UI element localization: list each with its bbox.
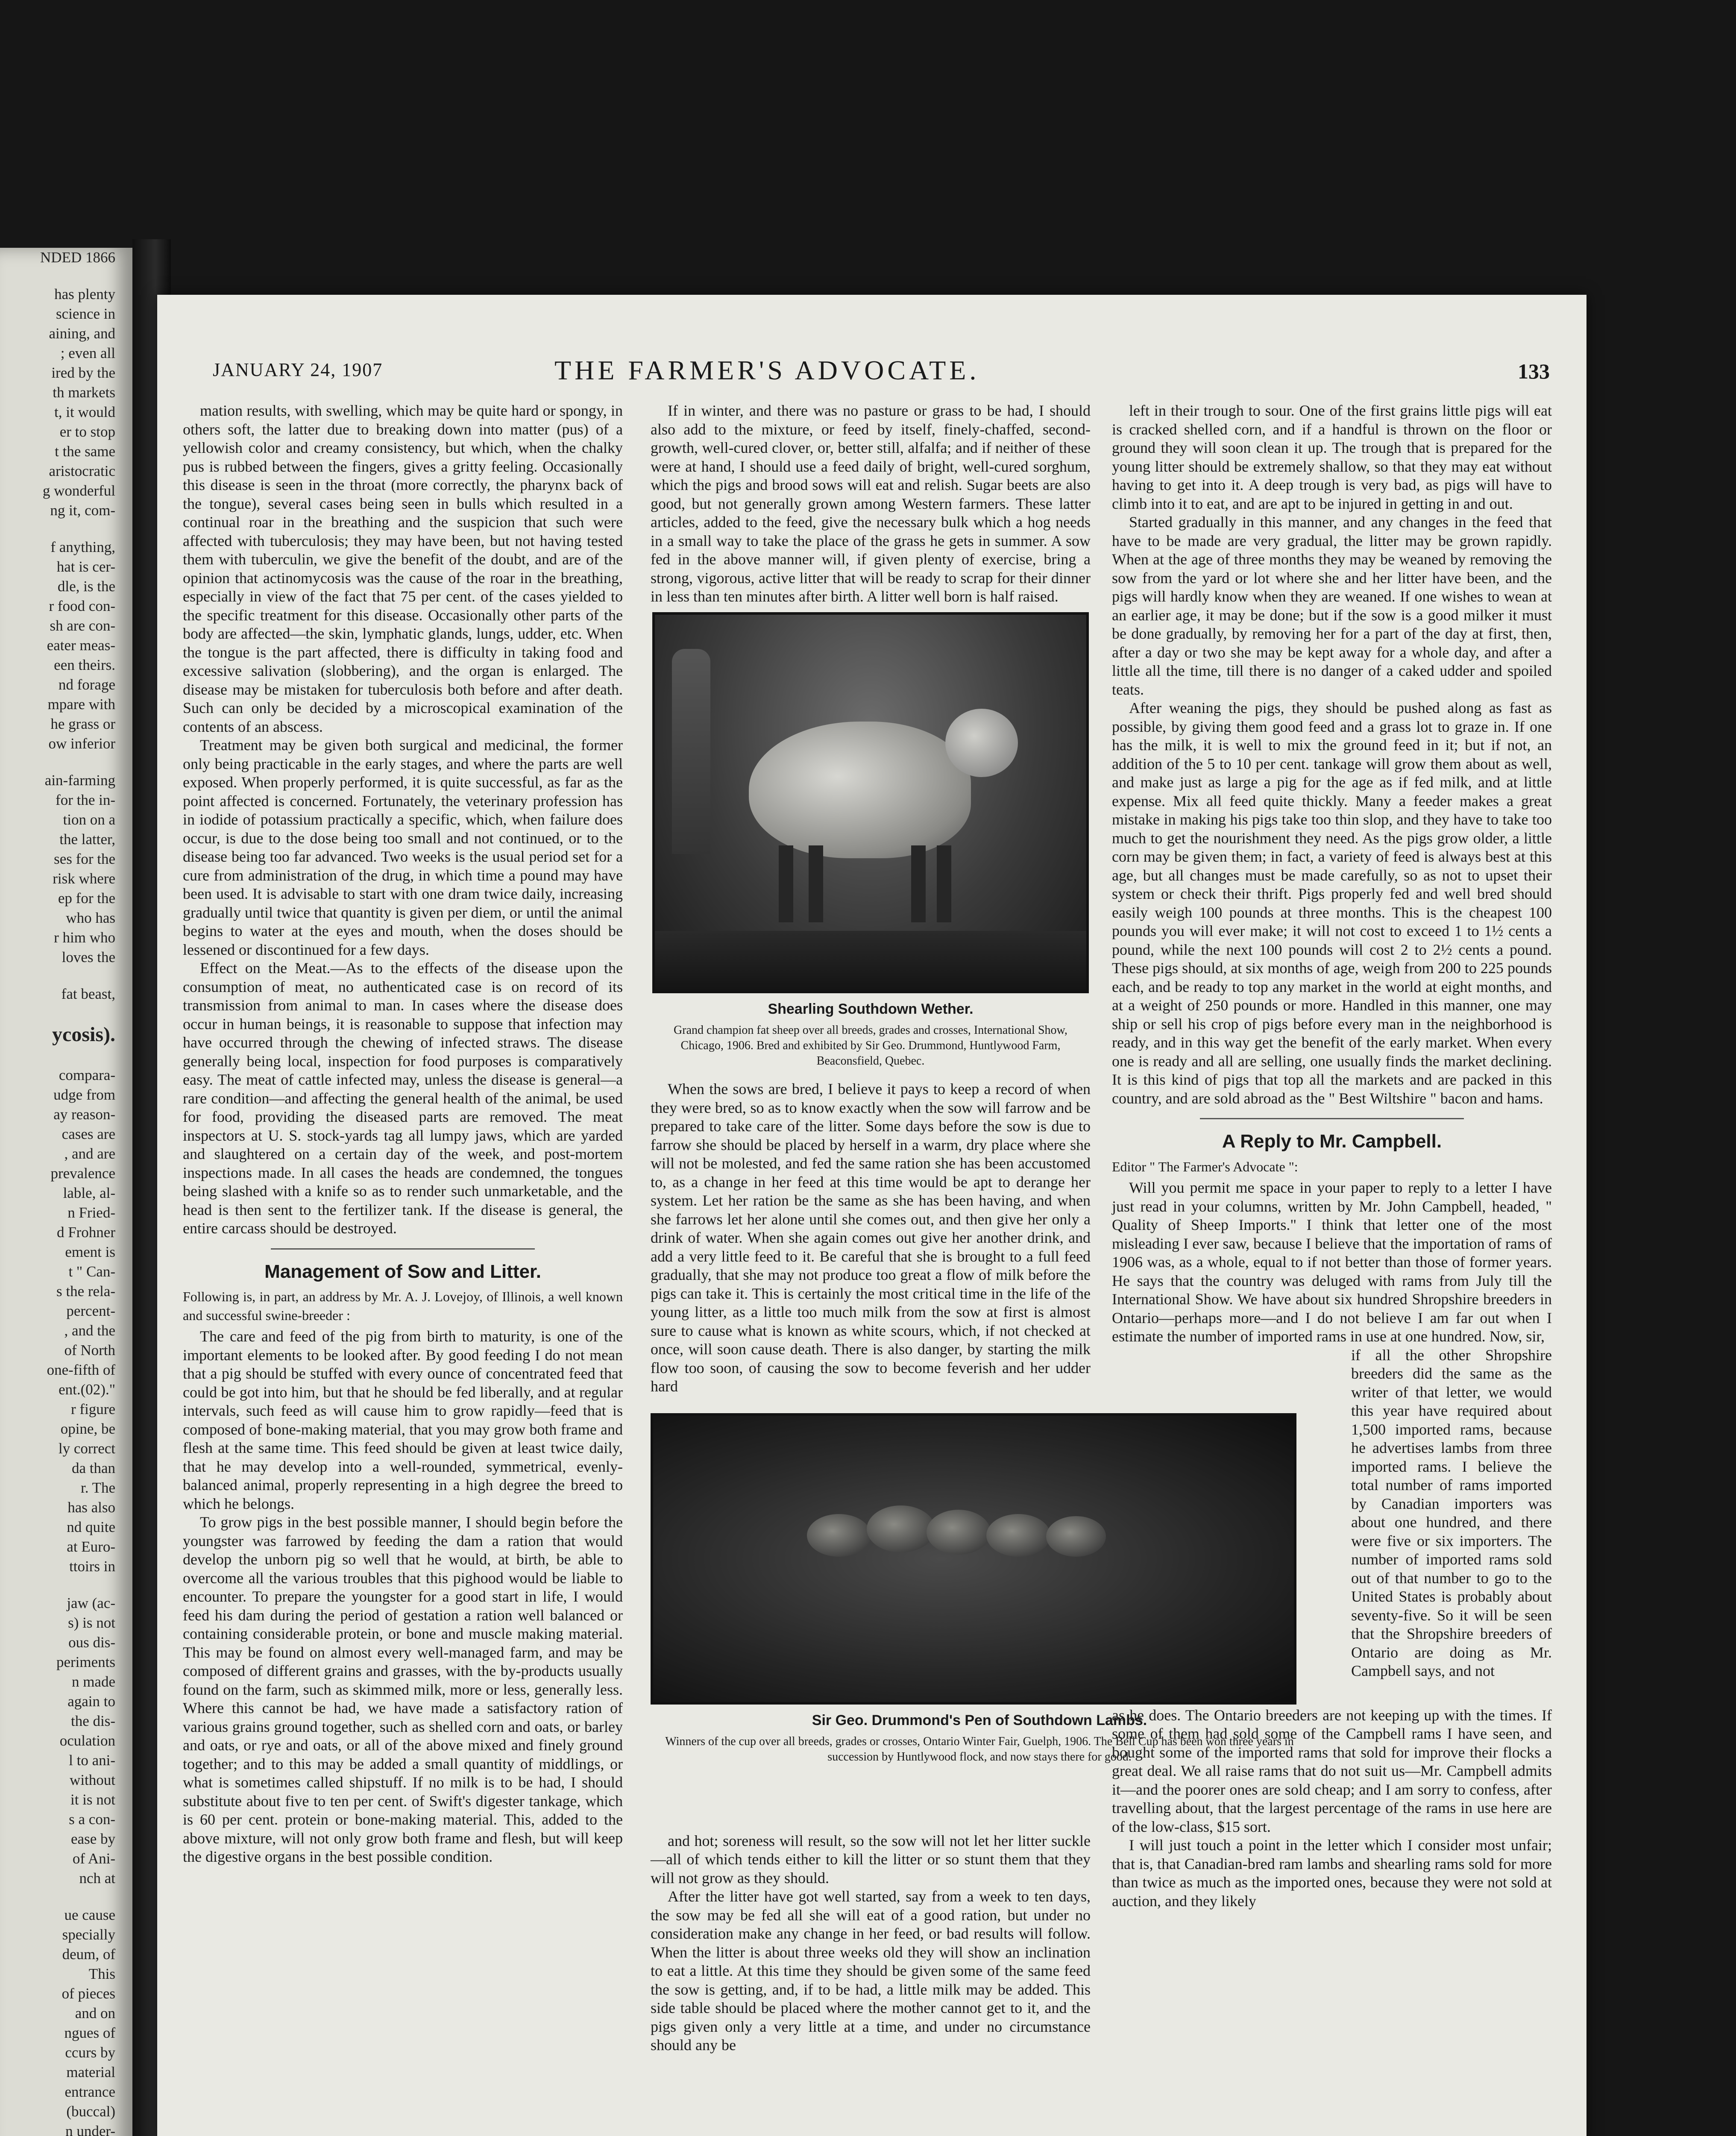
text-line-fragment: sh are con- (50, 617, 115, 634)
text-line-fragment: n under- (65, 2123, 115, 2136)
photo-caption: Winners of the cup over all breeds, grades or crosses, Ontario Winter Fair, Guelph, 1906. The Bell Cup has been won three years in succession by Huntlywood flock, and now stays there for good. (665, 1735, 1294, 1763)
text-line-fragment: of Ani- (72, 1850, 115, 1867)
text-line-fragment: has plenty (54, 286, 115, 302)
text-line-fragment: fat beast, (61, 986, 115, 1002)
sheep-leg (911, 845, 926, 922)
paragraph: Treatment may be given both surgical and medicinal, the former only being practicable in the early stages, and where the parts are well exposed. When properly performed, it is quite successful, as far as the point affected is concerned. Fortunately, the veterinary profession has in iodide of potassium practically a specific, which, when failure does occur, is due to the dose being too small and not continued, or to the disease being too far advanced. Two weeks is the usual period set for a cure from administration of the drug, in which time a pound may have been used. It is advisable to start with one dram twice daily, increasing gradually until twice that quantity is given per diem, or until the animal begins to water at the eyes and mouth, when the doses should be lessened or discontinued for a few days. (183, 736, 623, 958)
text-line-fragment: opine, be (60, 1420, 115, 1437)
text-line-fragment: has also (67, 1499, 115, 1516)
page-number: 133 (1518, 359, 1550, 383)
text-line-fragment: , and the (64, 1322, 115, 1339)
text-line-fragment: of North (64, 1342, 115, 1358)
text-line-fragment: science in (56, 305, 115, 322)
text-line-fragment: r food con- (49, 598, 115, 614)
lamb (807, 1514, 871, 1557)
text-line-fragment: percent- (66, 1303, 115, 1319)
text-line-fragment: for the in- (56, 792, 115, 808)
text-line-fragment: f anything, (50, 539, 115, 555)
text-line-fragment: the latter, (59, 831, 115, 848)
photo-title: Sir Geo. Drummond's Pen of Southdown Lambs. (812, 1712, 1147, 1728)
text-line-fragment: deum, of (62, 1946, 115, 1963)
article-heading-reply-to-campbell: A Reply to Mr. Campbell. (1222, 1131, 1442, 1152)
column-3 (1112, 402, 1552, 1910)
article-heading-management-of-sow: Management of Sow and Litter. (264, 1261, 541, 1282)
text-line-fragment: ease by (71, 1831, 115, 1847)
text-line-fragment: risk where (53, 870, 115, 887)
text-line-fragment: ous dis- (68, 1634, 115, 1651)
text-line-fragment: n Fried- (67, 1204, 115, 1221)
text-line-fragment: who has (66, 910, 115, 926)
text-line-fragment: ses for the (54, 851, 115, 867)
masthead-title: THE FARMER'S ADVOCATE. (554, 355, 980, 385)
paragraph: After weaning the pigs, they should be pushed along as fast as possible, by giving them good feed and a grass lot to graze in. If one has the milk, it is well to mix the ground feed in it; but if not, an addition of the 5 to 10 per cent. tankage will grow them about as well, and make just as large a pig for the age as if fed milk, and at little expense. Mix all feed quite thickly. Many a feeder makes a great mistake in making his pigs take too thin slop, and they have to take too much to get the nourishment they need. As the pigs grow older, a little corn may be given them; in fact, a variety of feed is always best at this age, but all changes must be made carefully, so as not to upset their system or check their thrift. Pigs properly fed and well bred should easily weigh 100 pounds at three months. This is the cheapest 100 pounds you will ever make; it will not cost to exceed 1 to 1½ cents a pound, while the next 100 pounds will cost 2 to 2½ cents a pound. These pigs should, at six months of age, weigh from 200 to 225 pounds each, and be ready to top any market in the world at eight months, and at a weight of 250 pounds or more. Handled in this manner, one may ship or sell his crop of pigs before every man in the neighborhood is ready, and in this way get the benefit of the early market. When every one is ready and all are selling, one usually finds the market declining. It is this kind of pigs that top all the markets and are packed in this country, and are sold abroad as the " Best Wiltshire " bacon and hams. (1112, 699, 1552, 1107)
paragraph: I will just touch a point in the letter which I consider most unfair; that is, that Canadian-bred ram lambs and shearling rams sold for more than twice as much as the imported ones, because they were not sold at auction, and they likely (1112, 1837, 1552, 1910)
line-gap (0, 1004, 132, 1021)
paragraph: When the sows are bred, I believe it pays to keep a record of when they were bred, so as to know exactly when the sow will farrow and be prepared to take care of the litter. Some days before the sow is due to farrow she should be placed by herself in a warm, dry place where she will not be molested, and fed the same ration she has been accustomed to, as a change in her feed at this time would be apt to derange her system. Let her ration be the same as she has been having, and when she farrows let her alone until she comes out, and then give her only a drink of water. When she again comes out give her another drink, and add a very little feed to it. Be careful that she is brought to a full feed gradually, that she may not produce too great a flow of milk before the pigs can take it. This is certainly the most critical time in the life of the young litter, as a little too much milk from the sow at first is almost sure to cause what is known as white scours, which, if not checked at once, will soon cause death. There is also danger, by starting the milk flow too soon, of causing the sow to become feverish and her udder hard (651, 1080, 1091, 1395)
paragraph: mation results, with swelling, which may be quite hard or spongy, in others soft, the latter due to breaking down into matter (pus) of a yellowish color and creamy consistency, but which, when the chalky pus is rubbed between the fingers, gives a gritty feeling. Occasionally this disease is seen in the throat (more correctly, the pharynx back of the tongue), several cases being seen in bulls which resulted in a continual roar in the breathing and the suspicion that such were affected with tuberculosis; they may have been, but not having tested them with tuberculin, we give the benefit of the doubt, and are of the opinion that actinomycosis was the cause of the roar in the breathing, especially in view of the fact that 75 per cent. of the cases yielded to the specific treatment for this disease. Occasionally other parts of the body are affected—the skin, lymphatic glands, lungs, udder, etc. When the tongue is the part affected, there is difficulty in taking food and excessive salivation (slobbering), and the organ is enlarged. The disease may be mistaken for tuberculosis both before and after death. Such can only be decided by a microscopical examination of the contents of an abscess. (183, 402, 623, 735)
text-line-fragment: n made (71, 1673, 115, 1690)
line-gap (0, 1888, 132, 1905)
lamb (1046, 1516, 1106, 1557)
line-gap (0, 520, 132, 537)
column-1 (183, 402, 623, 1866)
text-line-fragment: oculation (59, 1732, 115, 1749)
line-gap (0, 1576, 132, 1593)
text-line-fragment: , and are (64, 1145, 115, 1162)
text-line-fragment: cases are (62, 1126, 115, 1142)
line-gap (0, 967, 132, 984)
photo-caption: Grand champion fat sheep over all breeds, grades and crosses, International Show, Chicago, 1906. Bred and exhibited by Sir Geo. Drummond, Huntlywood Farm, Beaconsfield, Quebec. (674, 1024, 1067, 1068)
text-line-fragment: NDED 1866 (40, 249, 115, 266)
sheep-head (945, 709, 1018, 777)
text-line-fragment: ttoirs in (69, 1558, 115, 1575)
sheep-body (749, 722, 971, 858)
text-line-fragment: s a con- (69, 1811, 115, 1828)
text-line-fragment: mpare with (47, 696, 115, 713)
text-line-fragment: th markets (53, 384, 115, 401)
photo-ground (655, 931, 1086, 991)
text-line-fragment: ; even all (60, 345, 115, 361)
text-line-fragment: at Euro- (67, 1538, 115, 1555)
text-line-fragment: ycosis). (52, 1023, 115, 1046)
text-line-fragment: ement is (65, 1244, 115, 1260)
text-line-fragment: r figure (71, 1401, 115, 1417)
paragraph: and hot; soreness will result, so the sow will not let her litter suckle—all of which tends either to kill the litter or so stunt them that they will not grow as they should. (651, 1832, 1091, 1887)
text-line-fragment: loves the (62, 949, 115, 965)
text-line-fragment: again to (67, 1693, 115, 1710)
text-line-fragment: nd forage (58, 676, 115, 693)
text-line-fragment: hat is cer- (56, 558, 115, 575)
issue-date: JANUARY 24, 1907 (213, 359, 383, 380)
text-line-fragment: s) is not (68, 1614, 115, 1631)
line-gap (0, 1048, 132, 1065)
text-line-fragment: r him who (54, 929, 115, 946)
text-line-fragment: een theirs. (54, 657, 115, 673)
text-line-fragment: it is not (70, 1791, 115, 1808)
text-line-fragment: one-fifth of (47, 1361, 115, 1378)
text-line-fragment: lable, al- (63, 1185, 115, 1201)
divider (271, 1248, 535, 1250)
text-line-fragment: material (66, 2064, 115, 2080)
facing-page-fragment (0, 248, 132, 2136)
photo-shearling-southdown-wether (652, 612, 1089, 993)
text-line-fragment: ue cause (64, 1907, 115, 1923)
paragraph: as he does. The Ontario breeders are not keeping up with the times. If some of them had sold some of the Campbell rams I have seen, and bought some of the imported rams that sold for improve their flocks a great deal. We all raise rams that do not suit us—Mr. Campbell admits it—and the poorer ones are sold cheap; and I am sorry to confess, after travelling about, that the largest percentage of the rams in use here are of the low-class, $15 sort. (1112, 1706, 1552, 1835)
newspaper-page (157, 295, 1586, 2136)
sheep-leg (779, 845, 793, 922)
paragraph: if all the other Shropshire breeders did the same as the writer of that letter, we would this year have required about 1,500 imported rams, because he advertises lambs from three imported rams. I believe the total number of rams imported by Canadian importers was about one hundred, and there were five or six importers. The number of imported rams sold out of that number to go to the United States is probably about seventy-five. So it will be seen that the Shropshire breeders of Ontario are doing as Mr. Campbell says, and not (1351, 1346, 1552, 1679)
text-line-fragment: aining, and (49, 325, 115, 342)
text-line-fragment: and on (75, 2005, 115, 2022)
text-line-fragment: g wonderful (42, 482, 115, 499)
paragraph: Will you permit me space in your paper to reply to a letter I have just read in your columns, written by Mr. John Campbell, headed, " Quality of Sheep Imports." I think that letter one of the most misleading I ever saw, because I believe that the importation of rams of 1906 was, as a whole, equal to if not better than those of former years. He says that the country was deluged with rams from July till the International Show. We have about six hundred Shropshire breeders in Ontario—perhaps more—and I do not believe I am far out when I estimate the number of imported rams in use at one hundred. Now, sir, (1112, 1179, 1552, 1345)
line-gap (0, 267, 132, 285)
text-line-fragment: entrance (65, 2083, 115, 2100)
text-line-fragment: ngues of (64, 2025, 115, 2041)
line-gap (0, 754, 132, 771)
text-line-fragment: the dis- (70, 1713, 115, 1729)
text-line-fragment: nch at (79, 1870, 115, 1887)
text-line-fragment: t the same (55, 443, 115, 460)
text-line-fragment: he grass or (50, 716, 115, 732)
article-intro: Following is, in part, an address by Mr. A. J. Lovejoy, of Illinois, a well known and successful swine-breeder : (183, 1289, 623, 1323)
text-line-fragment: ep for the (58, 890, 115, 907)
text-line-fragment: aristocratic (49, 463, 115, 479)
text-line-fragment: tion on a (63, 811, 115, 828)
divider (1200, 1118, 1464, 1119)
sheep-leg (809, 845, 823, 922)
text-line-fragment: ow inferior (48, 735, 115, 752)
photo-slot (651, 1396, 1294, 1832)
text-line-fragment: t, it would (54, 404, 115, 420)
paragraph: If in winter, and there was no pasture or grass to be had, I should also add to the mixture, or feed by itself, finely-chaffed, second-growth, well-cured clover, or, better still, alfalfa; and if neither of these were at hand, I should use a feed daily of bright, well-cured sorghum, which the pigs and brood sows will eat and relish. Sugar beets are also good, but not generally grown among Western farmers. These latter articles, added to the feed, give the necessary bulk which a hog needs in a small way to take the place of the grass he gets in summer. A sow fed in the above manner will, if given plenty of exercise, bring a strong, vigorous, active litter that will be ready to scrap for their dinner in less than ten minutes after birth. A litter well born is half raised. (651, 402, 1091, 605)
text-line-fragment: prevalence (50, 1165, 115, 1182)
text-line-fragment: ain-farming (44, 772, 115, 789)
editor-salutation: Editor " The Farmer's Advocate ": (1112, 1159, 1298, 1174)
text-line-fragment: ng it, com- (50, 502, 115, 519)
text-line-fragment: da than (71, 1460, 115, 1476)
paragraph: left in their trough to sour. One of the first grains little pigs will eat is cracked shelled corn, and if a handful is thrown on the floor or ground they will soon clean it up. The trough that is prepared for the young litter should be extremely shallow, so that they may eat without having to get into it. A deep trough is very bad, as pigs will have to climb into it to eat, and are apt to be injured in getting in and out. (1112, 402, 1552, 512)
text-line-fragment: t " Can- (68, 1263, 115, 1280)
text-line-fragment: s the rela- (56, 1283, 115, 1300)
text-line-fragment: without (70, 1772, 115, 1788)
text-line-fragment: nd quite (67, 1519, 115, 1535)
lamb (927, 1510, 991, 1555)
photo-figure-silhouette (672, 649, 710, 854)
photo-title: Shearling Southdown Wether. (768, 1001, 974, 1017)
text-line-fragment: ent.(02)." (59, 1381, 115, 1398)
paragraph: Effect on the Meat.—As to the effects of the disease upon the consumption of meat, no authenticated case is on record of its transmission from animal to man. In cases where the disease does occur in human beings, it is reasonable to suppose that infection may have occurred through the chewing of infected straws. The disease generally being local, inspection for food purposes is comparatively easy. The meat of cattle infected may, unless the disease is general—a rare condition—and affecting the general health of the animal, be used for food, providing the diseased parts are removed. The meat inspectors at U. S. stock-yards tag all lumpy jaws, which are yarded and slaughtered on a certain day of the week, and post-mortem inspections made. In all cases the heads are condemned, the tongues being slashed with a knife so as to render such unmarketable, and the head is then sent to the fertilizer tank. If the disease is general, the entire carcass should be destroyed. (183, 959, 623, 1237)
text-line-fragment: ired by the (51, 364, 115, 381)
text-line-fragment: er to stop (59, 423, 115, 440)
paragraph: After the litter have got well started, say from a week to ten days, the sow may be fed all she will eat of a good ration, but under no consideration make any change in her feed, or bad results will follow. When the litter is about three weeks old they will show an inclination to eat a little. At this time they should be given some of the same feed the sow is getting, and, if to be had, a little milk may be added. This side table should be placed where the mother cannot get to it, and the pigs given only a very little at a time, and under no circumstance should any be (651, 1888, 1091, 2054)
text-line-fragment: of pieces (62, 1985, 115, 2002)
text-line-fragment: compara- (59, 1067, 115, 1083)
paragraph: Started gradually in this manner, and any changes in the feed that have to be made are very gradual, the litter may be grown rapidly. When at the age of three months they may be weaned by removing the sow from the yard or lot where she and her litter have been, and the pigs will hardly know when they are weaned. If one wishes to wean at an earlier age, it may be done; but if the sow is a good milker it must be done gradually, by removing her for a part of the day at first, then, after a day or two she may be kept away for a whole day, and after a little all the time, till there is no danger of a caked udder and spoiled teats. (1112, 513, 1552, 698)
sheep-leg (937, 845, 951, 922)
text-line-fragment: r. The (80, 1479, 115, 1496)
text-line-fragment: This (88, 1966, 115, 1982)
text-line-fragment: (buccal) (66, 2103, 115, 2120)
text-line-fragment: ly correct (58, 1440, 115, 1457)
paragraph: To grow pigs in the best possible manner, I should begin before the youngster was farrowed by feeding the dam a ration that would develop the unborn pig so well that he would, at birth, be able to overcome all the various troubles that this pighood would be liable to encounter. To prepare the youngster for a good start in life, I would feed his dam during the period of gestation a ration well balanced or containing considerable protein, or bone and muscle making material. This may be found on almost every well-managed farm, and may be composed of different grains and grasses, with the by-products usually found on the farm, such as skimmed milk, more or less, generally less. Where this cannot be had, we have made a satisfactory ration of various grains ground together, such as shelled corn and oats, or barley and oats, or rye and oats, or all of the above mixed and finely ground together; and to this may be added a small quantity of middlings, or what is sometimes called shipstuff. If no milk is to be had, I should substitute about five to ten per cent. of Swift's digester tankage, which is 60 per cent. protein or bone-making material. This, added to the above mixture, will not only grow both frame and flesh, but will keep the digestive organs in the best possible condition. (183, 1514, 623, 1865)
text-line-fragment: specially (62, 1926, 115, 1943)
text-line-fragment: jaw (ac- (67, 1595, 115, 1611)
text-line-fragment: eater meas- (47, 637, 115, 654)
lamb (986, 1514, 1050, 1557)
text-line-fragment: udge from (53, 1086, 115, 1103)
text-line-fragment: l to ani- (69, 1752, 115, 1769)
text-line-fragment: periments (56, 1654, 115, 1670)
paragraph: The care and feed of the pig from birth to maturity, is one of the important elements to be looked after. By good feeding I do not mean that a pig should be stuffed with every ounce of concentrated feed that could be got into him, but that he should be fed liberally, and at regular intervals, such feed as will cause him to grow rapidly—feed that is composed of bone-making material, that you may grow both frame and flesh at the same time. This feed should be given at least twice daily, that he may develop into a well-rounded, symmetrical, evenly-balanced animal, properly representing in a high degree the breed to which he belongs. (183, 1328, 623, 1512)
lamb (867, 1505, 935, 1552)
text-line-fragment: d Frohner (56, 1224, 115, 1241)
text-line-fragment: ay reason- (53, 1106, 115, 1123)
text-line-fragment: dle, is the (57, 578, 115, 595)
page-header (213, 355, 1550, 406)
text-line-fragment: ccurs by (65, 2044, 115, 2061)
